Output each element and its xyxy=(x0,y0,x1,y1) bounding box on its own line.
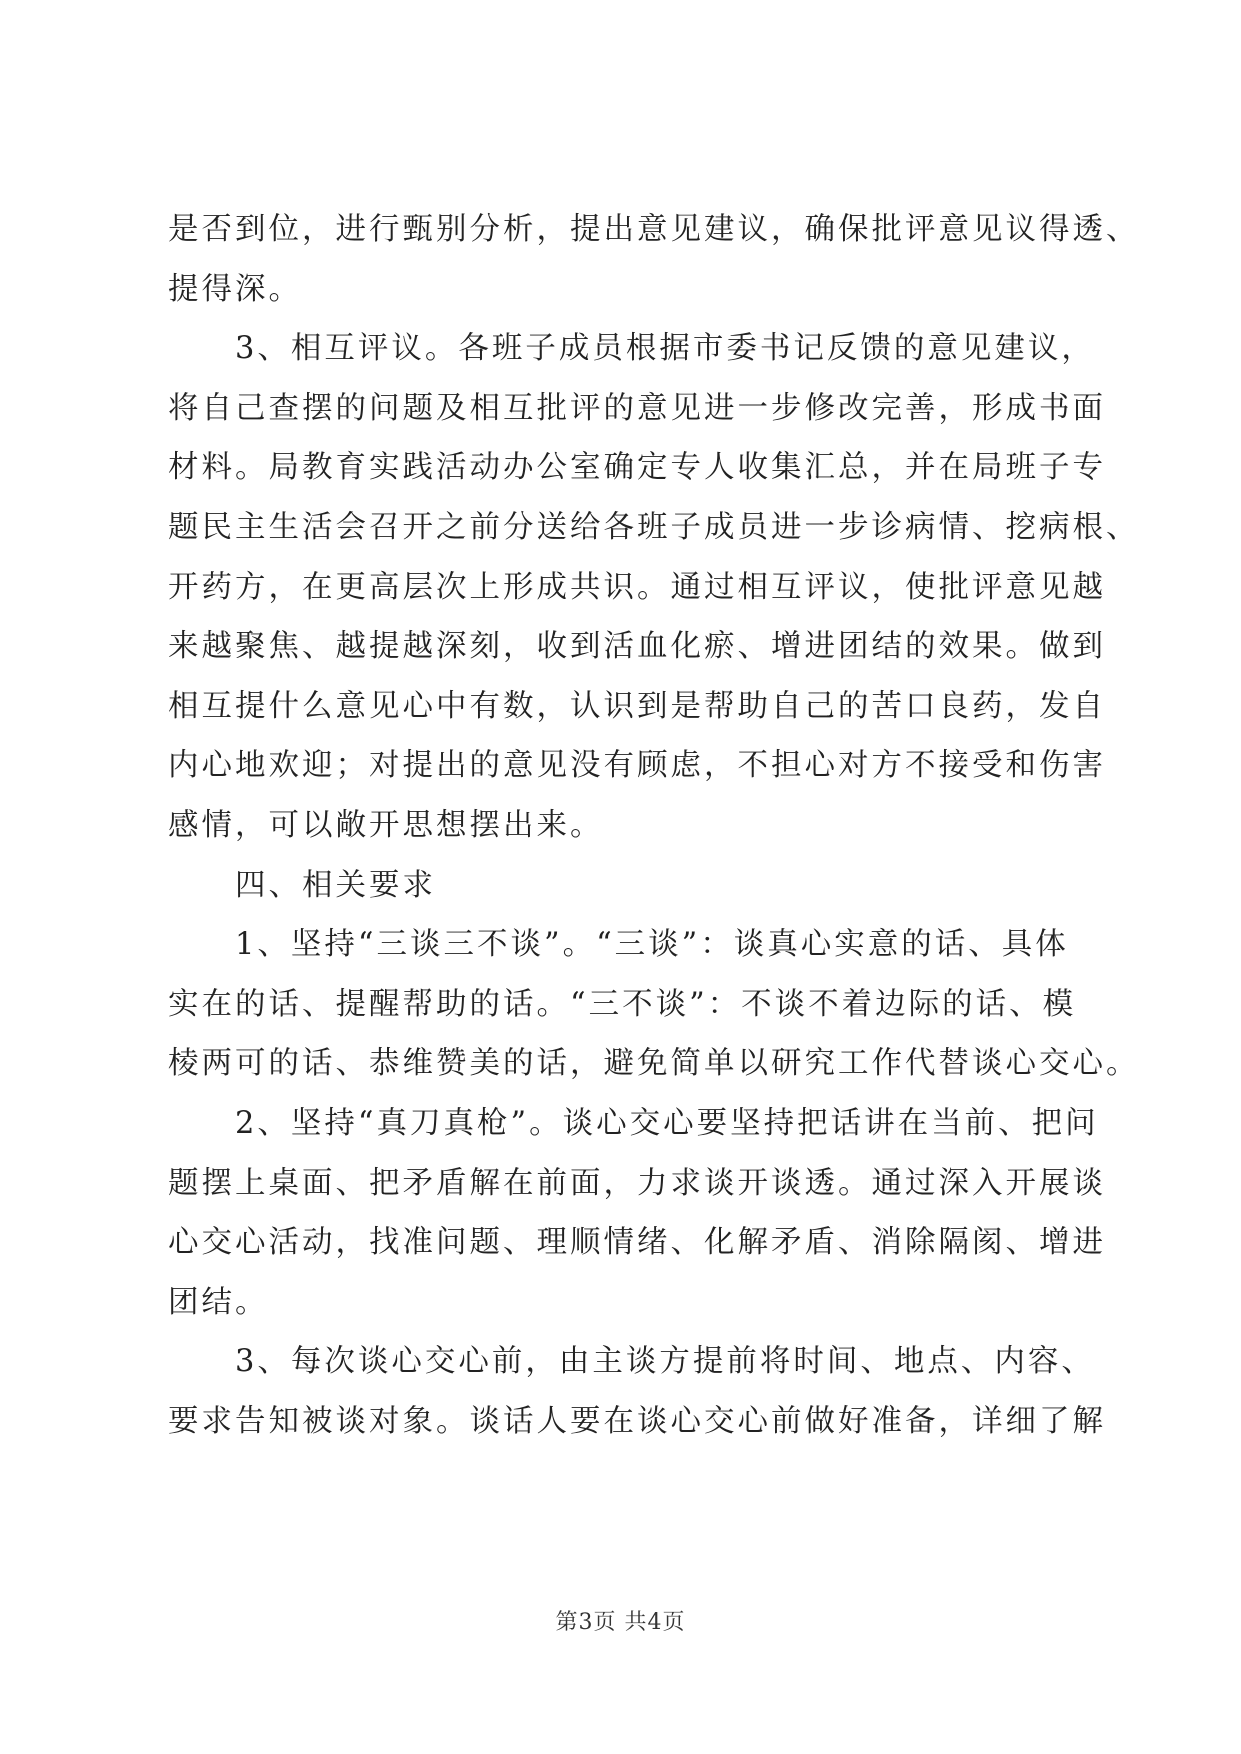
text-line: 棱两可的话、恭维赞美的话，避免简单以研究工作代替谈心交心。 xyxy=(168,1046,1140,1082)
text-line: 材料。局教育实践活动办公室确定专人收集汇总，并在局班子专 xyxy=(168,450,1106,486)
text-line: 题摆上桌面、把矛盾解在前面，力求谈开谈透。通过深入开展谈 xyxy=(168,1165,1106,1201)
text-line: 实在的话、提醒帮助的话。“三不谈”：不谈不着边际的话、模 xyxy=(168,986,1077,1022)
text-line: 3、每次谈心交心前，由主谈方提前将时间、地点、内容、 xyxy=(168,1344,1095,1380)
document-body xyxy=(168,200,1140,1451)
text-line: 提得深。 xyxy=(168,271,302,307)
page-footer: 第3页 共4页 xyxy=(555,1610,686,1635)
text-line: 心交心活动，找准问题、理顺情绪、化解矛盾、消除隔阂、增进 xyxy=(168,1225,1106,1261)
text-line: 2、坚持“真刀真枪”。谈心交心要坚持把话讲在当前、把问 xyxy=(168,1105,1099,1141)
text-line: 开药方，在更高层次上形成共识。通过相互评议，使批评意见越 xyxy=(168,569,1106,605)
text-line: 相互提什么意见心中有数，认识到是帮助自己的苦口良药，发自 xyxy=(168,688,1106,724)
text-line: 3、相互评议。各班子成员根据市委书记反馈的意见建议， xyxy=(168,331,1095,367)
text-line: 感情，可以敞开思想摆出来。 xyxy=(168,807,604,843)
section-heading: 四、相关要求 xyxy=(168,867,436,903)
text-line: 来越聚焦、越提越深刻，收到活血化瘀、增进团结的效果。做到 xyxy=(168,629,1106,665)
text-line: 将自己查摆的问题及相互批评的意见进一步修改完善，形成书面 xyxy=(168,390,1106,426)
text-line: 题民主生活会召开之前分送给各班子成员进一步诊病情、挖病根、 xyxy=(168,509,1140,545)
text-line: 要求告知被谈对象。谈话人要在谈心交心前做好准备，详细了解 xyxy=(168,1403,1106,1439)
text-line: 内心地欢迎；对提出的意见没有顾虑，不担心对方不接受和伤害 xyxy=(168,748,1106,784)
text-line: 团结。 xyxy=(168,1284,269,1320)
text-line: 是否到位，进行甄别分析，提出意见建议，确保批评意见议得透、 xyxy=(168,212,1140,247)
text-line: 1、坚持“三谈三不谈”。“三谈”：谈真心实意的话、具体 xyxy=(168,927,1069,963)
